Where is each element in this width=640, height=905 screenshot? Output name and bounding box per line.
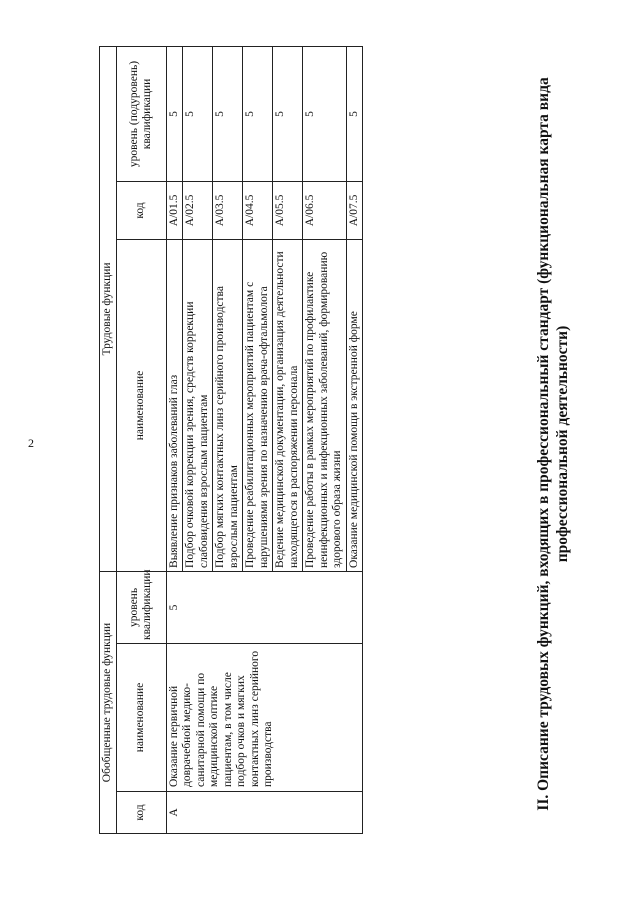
labor-function-level: 5 bbox=[243, 46, 273, 181]
labor-function-level: 5 bbox=[303, 46, 347, 181]
labor-function-name: Подбор мягких контактных линз серийного производства взрослым пациентам bbox=[213, 239, 243, 571]
col-labor-name-header: наименование bbox=[116, 239, 166, 571]
labor-function-level: 5 bbox=[166, 46, 183, 181]
labor-function-level: 5 bbox=[213, 46, 243, 181]
section-title-line-1: II. Описание трудовых функций, входящих в профессиональный стандарт (функциональная карта вида bbox=[535, 77, 552, 811]
labor-function-code: A/06.5 bbox=[303, 181, 347, 239]
labor-function-code: A/01.5 bbox=[166, 181, 183, 239]
labor-function-name: Подбор очковой коррекции зрения, средств коррекции слабовидения взрослым пациентам bbox=[183, 239, 213, 571]
labor-function-level: 5 bbox=[273, 46, 303, 181]
col-code-header: код bbox=[116, 792, 166, 834]
labor-function-level: 5 bbox=[346, 46, 363, 181]
labor-function-code: A/05.5 bbox=[273, 181, 303, 239]
col-name-header: наименование bbox=[116, 644, 166, 792]
labor-function-name: Ведение медицинской документации, организация деятельности находящегося в распоряжении персонала bbox=[273, 239, 303, 571]
section-title-line-2: профессиональной деятельности) bbox=[554, 325, 571, 563]
group-header-row bbox=[100, 46, 117, 833]
labor-functions-header: Трудовые функции bbox=[100, 46, 117, 571]
labor-function-name: Оказание медицинской помощи в экстренной форме bbox=[346, 239, 363, 571]
labor-function-name: Проведение работы в рамках мероприятий по профилактике неинфекционных и инфекционных заболеваний, формированию здорового образа жизни bbox=[303, 239, 347, 571]
generalized-function-code: A bbox=[166, 792, 363, 834]
labor-function-code: A/07.5 bbox=[346, 181, 363, 239]
labor-function-code: A/02.5 bbox=[183, 181, 213, 239]
page-number: 2 bbox=[28, 436, 34, 450]
labor-function-level: 5 bbox=[183, 46, 213, 181]
section-title bbox=[534, 31, 572, 857]
generalized-function-level: 5 bbox=[166, 571, 363, 643]
labor-function-name: Проведение реабилитационных мероприятий пациентам с нарушениями зрения по назначению врача-офтальмолога bbox=[243, 239, 273, 571]
col-sublevel-header: уровень (подуровень) квалификации bbox=[116, 46, 166, 181]
generalized-function-name: Оказание первичной доврачебной медико-санитарной помощи по медицинской оптике пациентам, в том числе подбор очков и мягких контактных линз серийного производства bbox=[166, 644, 363, 792]
labor-function-code: A/04.5 bbox=[243, 181, 273, 239]
generalized-functions-header: Обобщенные трудовые функции bbox=[100, 571, 117, 833]
functional-map-table bbox=[99, 46, 363, 834]
labor-function-name: Выявление признаков заболеваний глаз bbox=[166, 239, 183, 571]
col-labor-code-header: код bbox=[116, 181, 166, 239]
column-header-row bbox=[116, 46, 166, 833]
labor-function-code: A/03.5 bbox=[213, 181, 243, 239]
col-level-header: уровень квалификации bbox=[116, 571, 166, 643]
table-row bbox=[166, 46, 183, 833]
